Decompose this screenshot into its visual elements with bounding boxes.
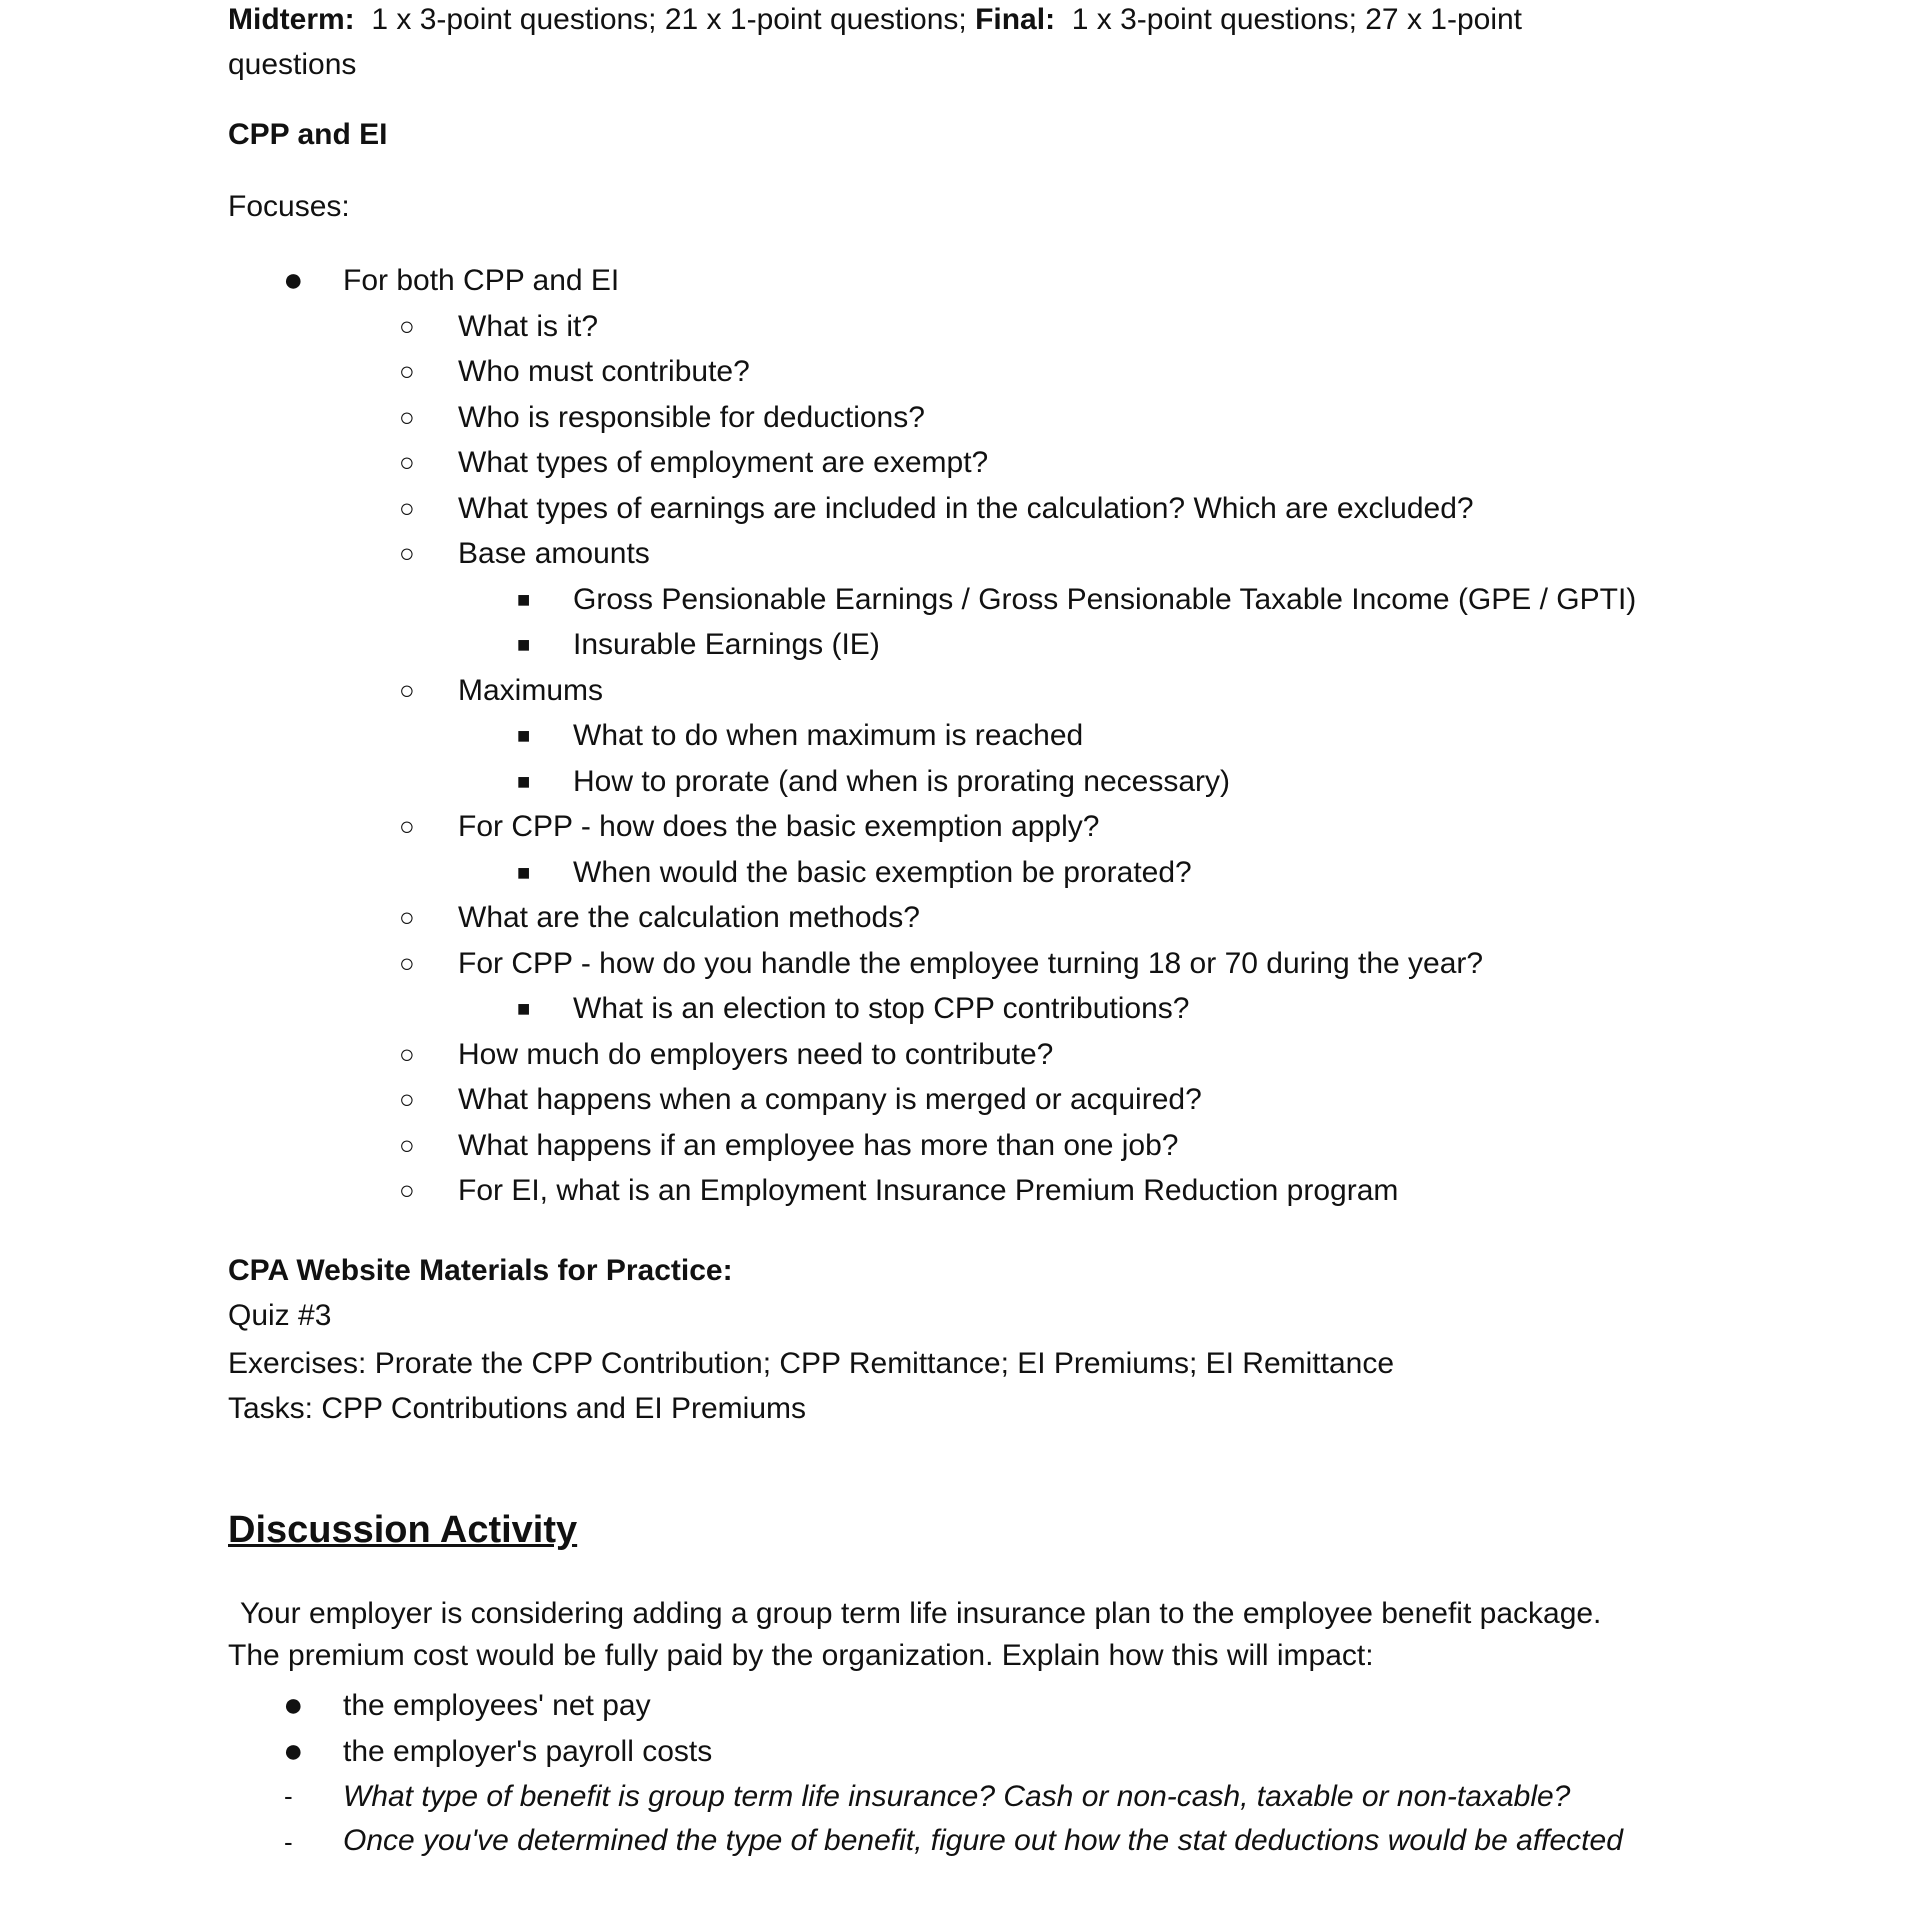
discussion-bullet xyxy=(228,1774,1748,1820)
dash-icon: - xyxy=(284,1781,293,1811)
focus-item-level-2 xyxy=(228,440,1748,486)
bullet-square-icon: ■ xyxy=(517,586,531,612)
focus-item-level-2 xyxy=(228,349,1748,395)
focus-item-level-2 xyxy=(228,395,1748,441)
focus-item-text: For CPP - how do you handle the employee turning 18 or 70 during the year? xyxy=(458,946,1484,980)
bullet-circle-icon: ○ xyxy=(399,310,415,341)
discussion-intro xyxy=(228,1593,1748,1677)
bullet-circle-icon: ○ xyxy=(399,401,415,432)
focus-item-text: Insurable Earnings (IE) xyxy=(573,628,880,661)
focus-item-level-3 xyxy=(228,577,1748,623)
focus-item-text: What types of earnings are included in the calculation? Which are excluded? xyxy=(458,491,1474,525)
focus-item-level-3 xyxy=(228,986,1748,1032)
focus-item-text: Maximums xyxy=(458,673,604,707)
focus-item-text: Who must contribute? xyxy=(458,355,750,388)
focus-item-text: Gross Pensionable Earnings / Gross Pensionable Taxable Income (GPE / GPTI) xyxy=(573,582,1637,616)
discussion-bullet xyxy=(228,1820,1748,1910)
bullet-square-icon: ■ xyxy=(517,859,531,885)
bullet-circle-icon: ○ xyxy=(399,1175,415,1205)
bullet-square-icon: ■ xyxy=(517,632,531,657)
bullet-circle-icon: ○ xyxy=(399,447,415,477)
focus-item-level-3 xyxy=(228,759,1748,805)
focus-item-level-2 xyxy=(228,941,1748,987)
discussion-bullet-text: Once you've determined the type of benefit, figure out how the stat deductions would be affected xyxy=(343,1823,1623,1857)
practice-quiz: Quiz #3 xyxy=(228,1299,332,1332)
focus-item-level-2 xyxy=(228,1077,1748,1123)
bullet-disc-icon: ● xyxy=(283,261,304,299)
dash-icon: - xyxy=(284,1826,293,1857)
focus-item-text: For EI, what is an Employment Insurance Premium Reduction program xyxy=(458,1174,1399,1207)
focus-item-level-2 xyxy=(228,1168,1748,1214)
bullet-circle-icon: ○ xyxy=(399,1038,415,1069)
focus-item-text: Who is responsible for deductions? xyxy=(458,400,925,434)
discussion-bullet-text: the employees' net pay xyxy=(343,1689,651,1722)
final-label: Final: xyxy=(975,3,1056,36)
focus-item-text: What types of employment are exempt? xyxy=(458,446,989,479)
discussion-bullet xyxy=(228,1729,1748,1775)
focus-item-text: What to do when maximum is reached xyxy=(573,719,1084,752)
bullet-circle-icon: ○ xyxy=(399,674,415,705)
bullet-circle-icon: ○ xyxy=(399,356,415,386)
focus-item-text: How to prorate (and when is prorating necessary) xyxy=(573,764,1230,798)
bullet-square-icon: ■ xyxy=(517,996,531,1021)
final-text-cont: questions xyxy=(228,48,357,81)
bullet-circle-icon: ○ xyxy=(399,947,415,978)
focus-item-text: What is it? xyxy=(458,309,599,343)
focus-item-level-2 xyxy=(228,531,1748,577)
bullet-circle-icon: ○ xyxy=(399,811,415,841)
focus-item-level-1 xyxy=(228,258,1748,304)
discussion-bullet-text: What type of benefit is group term life insurance? Cash or non-cash, taxable or non-taxable? xyxy=(343,1780,1571,1813)
focus-item-level-3 xyxy=(228,850,1748,896)
exam-info xyxy=(228,0,1708,87)
focus-item-text: For CPP - how does the basic exemption apply? xyxy=(458,810,1100,843)
discussion-bullet-text: the employer's payroll costs xyxy=(343,1734,713,1768)
focus-item-text: How much do employers need to contribute? xyxy=(458,1037,1054,1071)
focus-item-text: What is an election to stop CPP contributions? xyxy=(573,992,1190,1025)
midterm-text: 1 x 3-point questions; 21 x 1-point questions; xyxy=(371,3,967,36)
bullet-square-icon: ■ xyxy=(517,723,531,748)
bullet-disc-icon: ● xyxy=(283,1686,304,1724)
final-text: 1 x 3-point questions; 27 x 1-point xyxy=(1071,3,1523,36)
bullet-circle-icon: ○ xyxy=(399,538,415,568)
discussion-intro-line2: The premium cost would be fully paid by the organization. Explain how this will impact: xyxy=(228,1639,1374,1672)
focus-item-text: When would the basic exemption be prorated? xyxy=(573,855,1192,889)
focus-item-text: What are the calculation methods? xyxy=(458,901,920,934)
bullet-square-icon: ■ xyxy=(517,768,531,794)
focus-item-level-2 xyxy=(228,1123,1748,1169)
exam-info-paragraph xyxy=(228,0,1708,87)
practice-section xyxy=(228,1248,1748,1431)
focus-item-level-2 xyxy=(228,486,1748,532)
discussion-section xyxy=(228,1505,1748,1555)
focus-item-text: What happens when a company is merged or acquired? xyxy=(458,1083,1202,1116)
bullet-disc-icon: ● xyxy=(283,1731,304,1770)
discussion-list xyxy=(228,1683,1748,1910)
focus-item-text: Base amounts xyxy=(458,537,650,570)
focus-item-text: For both CPP and EI xyxy=(343,264,620,297)
focus-item-level-2 xyxy=(228,668,1748,714)
focus-item-text: What happens if an employee has more than one job? xyxy=(458,1128,1179,1162)
focus-item-level-2 xyxy=(228,804,1748,850)
bullet-circle-icon: ○ xyxy=(399,1084,415,1114)
focuses-label: Focuses: xyxy=(228,190,350,223)
practice-heading: CPA Website Materials for Practice: xyxy=(228,1254,733,1287)
focus-item-level-2 xyxy=(228,895,1748,941)
discussion-bullet xyxy=(228,1683,1748,1729)
focus-item-level-2 xyxy=(228,304,1748,350)
focus-item-level-3 xyxy=(228,713,1748,759)
practice-tasks: Tasks: CPP Contributions and EI Premiums xyxy=(228,1392,807,1425)
practice-exercises: Exercises: Prorate the CPP Contribution; CPP Remittance; EI Premiums; EI Remittance xyxy=(228,1347,1395,1380)
bullet-circle-icon: ○ xyxy=(399,902,415,932)
midterm-label: Midterm: xyxy=(228,3,355,36)
cpp-ei-heading: CPP and EI xyxy=(228,118,388,151)
discussion-intro-line1: Your employer is considering adding a group term life insurance plan to the employee benefit package. xyxy=(240,1597,1602,1630)
bullet-circle-icon: ○ xyxy=(399,1129,415,1160)
discussion-heading: Discussion Activity xyxy=(228,1509,578,1551)
focus-item-level-2 xyxy=(228,1032,1748,1078)
focus-item-level-3 xyxy=(228,622,1748,668)
bullet-circle-icon: ○ xyxy=(399,492,415,523)
focus-list xyxy=(228,258,1748,1214)
